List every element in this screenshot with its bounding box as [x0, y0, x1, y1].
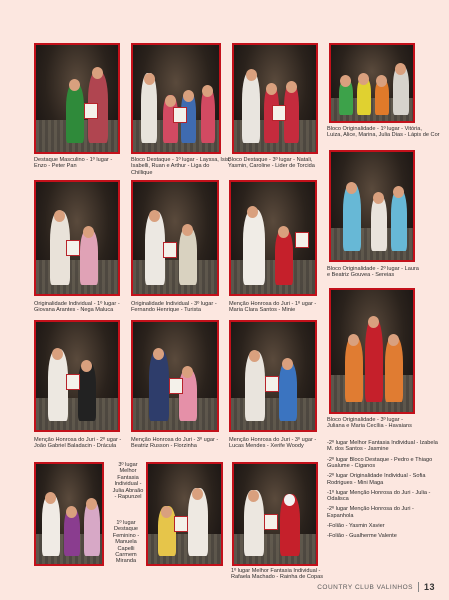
page-number: 13: [423, 582, 435, 592]
photo-bloco-originalidade-1: [329, 43, 415, 123]
caption-bloco-originalidade-3: Bloco Originalidade - 3º lugar - Juliana e Maria Cecília - Havaians: [327, 417, 412, 430]
caption-mencao-honrosa-1: Menção Honrosa do Juri - 1º ugar - Maria Clara Santos - Minie: [229, 301, 317, 314]
caption-bloco-destaque-3: Bloco Destaque - 3º lugar - Natali, Yasmin, Caroline - Lider de Torcida: [228, 157, 315, 170]
caption-destaque-feminino: 1º lugar Destaque Feminino - Manuela Capelli Carmem Miranda: [112, 520, 140, 565]
list-item: -2º lugar Originalidade Individual - Sofia Rodrigues - Mini Maga: [327, 473, 426, 486]
photo-destaque-masculino: [34, 43, 120, 154]
list-item: -2º lugar Melhor Fantasia Individual - Izabela M. dos Santos - Jasmine: [327, 440, 438, 453]
photo-bloco-originalidade-3: [329, 288, 415, 414]
caption-originalidade-individual-1: Originalidade Individual - 1º lugar - Giovana Arantes - Nega Maluca: [34, 301, 120, 314]
divider: [418, 582, 419, 592]
photo-bloco-destaque-1: [131, 43, 221, 154]
awards-list: [327, 440, 439, 543]
photo-mencao-honrosa-3-woody: [229, 320, 317, 432]
caption-bloco-originalidade-1: Bloco Originalidade - 1º lugar - Vitória, Luiza, Alice, Marina, Julia Dias - Lápis de Cor: [327, 126, 440, 139]
photo-destaque-feminino: [146, 462, 223, 566]
caption-melhor-fantasia-1: 1º lugar Melhor Fantasia Individual - Rafaela Machado - Rainha de Copas: [231, 568, 324, 581]
caption-bloco-originalidade-2: Bloco Originalidade - 2º lugar - Laura e Beatriz Gouvea - Sereias: [327, 266, 419, 279]
caption-melhor-fantasia-3: 3º lugar Melhor Fantasia Individual - Julia Abraão - Rapunzel: [112, 462, 144, 501]
photo-originalidade-individual-3: [131, 180, 219, 296]
caption-destaque-masculino: Destaque Masculino - 1º lugar - Enzo - Peter Pan: [34, 157, 113, 170]
list-item: -1º lugar Menção Honrosa do Juri - Julia - Odalisca: [327, 489, 431, 503]
list-item: -Folião - Yasmin Xavier: [327, 523, 385, 530]
list-item: -Folião - Gualherme Valente: [327, 533, 397, 540]
list-item: -2º lugar Menção Honrosa do Juri - Espanhola: [327, 506, 414, 519]
photo-mencao-honrosa-2: [34, 320, 120, 432]
photo-melhor-fantasia-3: [34, 462, 104, 566]
photo-originalidade-individual-1: [34, 180, 120, 296]
photo-bloco-destaque-3: [232, 43, 318, 154]
club-name: COUNTRY CLUB VALINHOS: [317, 583, 413, 591]
caption-mencao-honrosa-2: Menção Honrosa do Juri - 2º ugar - João Gabriel Baladacin - Drácula: [34, 437, 122, 450]
caption-bloco-destaque-1: Bloco Destaque - 1º lugar - Layssa, Isis, Isabelli, Ruan e Arthur - Liga do Chillique: [131, 157, 231, 176]
list-item: -2º lugar Bloco Destaque - Pedro e Thiago Gualume - Ciganos: [327, 456, 433, 470]
photo-bloco-originalidade-2: [329, 150, 415, 262]
caption-mencao-honrosa-3-florzinha: Menção Honrosa do Juri - 3º ugar - Beatriz Russon - Florzinha: [131, 437, 219, 450]
caption-mencao-honrosa-3-woody: Menção Honrosa do Juri - 3º ugar - Lucas Mendes - Xerife Woody: [229, 437, 317, 450]
photo-mencao-honrosa-3-florzinha: [131, 320, 219, 432]
caption-originalidade-individual-3: Originalidade Individual - 3º lugar - Fernando Henrique - Turista: [131, 301, 217, 314]
page-footer: [317, 582, 435, 592]
photo-melhor-fantasia-1: [232, 462, 318, 566]
photo-mencao-honrosa-1: [229, 180, 317, 296]
